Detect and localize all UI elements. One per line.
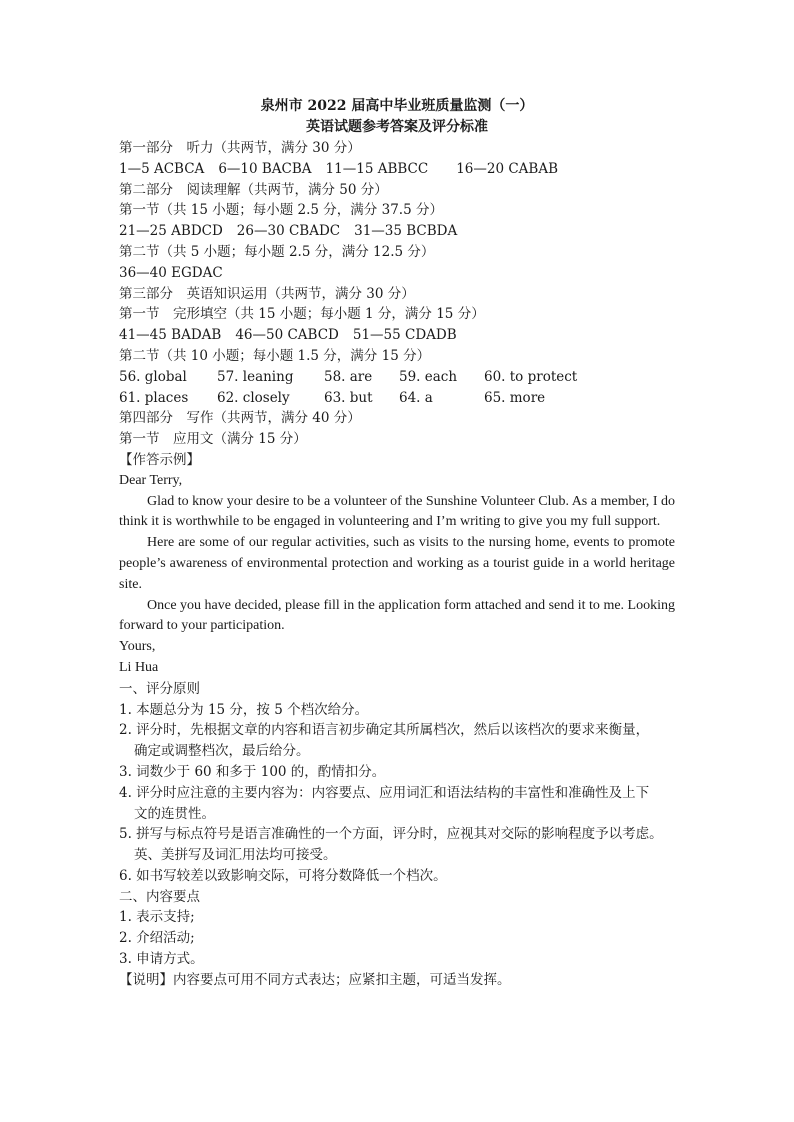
part2-section1-answers	[119, 221, 675, 242]
fill-answer: 65. more	[484, 389, 546, 406]
letter-paragraph: Once you have decided, please fill in the application form attached and send it to me. Looking forward to your participation.	[119, 597, 675, 634]
document-body	[119, 138, 675, 991]
sample-label: 【作答示例】	[119, 451, 200, 468]
part4-section1-heading: 第一节 应用文（满分 15 分）	[119, 431, 307, 448]
fill-answer: 56. global	[119, 368, 187, 385]
part4-heading: 第四部分 写作（共两节，满分 40 分）	[119, 410, 361, 427]
principle-item: 1. 本题总分为 15 分，按 5 个档次给分。	[119, 701, 369, 718]
letter-greeting: Dear Terry,	[119, 472, 183, 488]
part3-section1-heading: 第一节 完形填空（共 15 小题；每小题 1 分，满分 15 分）	[119, 306, 485, 323]
principle-item-continued: 英、美拼写及词汇用法均可接受。	[134, 847, 337, 864]
answer-group: 51—55 CDADB	[352, 327, 457, 344]
answer-group: 1—5 ACBCA	[119, 160, 205, 177]
principle-item: 6. 如书写较差以致影响交际，可将分数降低一个档次。	[119, 867, 447, 884]
part2-section2-answers: 36—40 EGDAC	[119, 264, 223, 281]
fill-answers-row	[119, 367, 675, 388]
principle-item: 5. 拼写与标点符号是语言准确性的一个方面，评分时，应视其对交际的影响程度予以考虑。	[119, 826, 663, 843]
letter-paragraph: Here are some of our regular activities, such as visits to the nursing home, events to promote people’s awareness of environmental protection and working as a tourist guide in a world heritage site.	[119, 535, 675, 592]
part3-section1-answers	[119, 325, 675, 346]
part2-section2-heading: 第二节（共 5 小题；每小题 2.5 分，满分 12.5 分）	[119, 243, 435, 260]
part2-section1-heading: 第一节（共 15 小题；每小题 2.5 分，满分 37.5 分）	[119, 202, 443, 219]
document-title: 泉州市 2022 届高中毕业班质量监测（一）	[260, 98, 534, 114]
principles-heading: 一、评分原则	[119, 680, 200, 697]
part1-answers	[119, 159, 675, 180]
fill-answer: 64. a	[399, 389, 433, 406]
answer-group: 21—25 ABDCD	[119, 223, 223, 240]
answer-group: 11—15 ABBCC	[325, 160, 429, 177]
fill-answer: 59. each	[399, 368, 458, 385]
fill-answer: 62. closely	[217, 389, 290, 406]
principle-item: 3. 词数少于 60 和多于 100 的，酌情扣分。	[119, 763, 386, 780]
points-heading: 二、内容要点	[119, 888, 200, 905]
content-point: 3. 申请方式。	[119, 951, 204, 968]
letter-signature: Li Hua	[119, 659, 159, 675]
fill-answer: 63. but	[324, 389, 373, 406]
principle-item: 4. 评分时应注意的主要内容为：内容要点、应用词汇和语法结构的丰富性和准确性及上下	[119, 784, 650, 801]
principle-item-continued: 文的连贯性。	[134, 805, 215, 822]
part1-heading: 第一部分 听力（共两节，满分 30 分）	[119, 140, 361, 156]
answer-group: 26—30 CBADC	[236, 223, 341, 240]
answer-group: 41—45 BADAB	[119, 327, 222, 344]
fill-answers-row	[119, 388, 675, 409]
principle-item-continued: 确定或调整档次，最后给分。	[134, 743, 310, 760]
content-point: 2. 介绍活动;	[119, 930, 195, 947]
fill-answer: 61. places	[119, 389, 189, 406]
points-note: 【说明】内容要点可用不同方式表达；应紧扣主题，可适当发挥。	[119, 971, 511, 988]
fill-answer: 60. to protect	[484, 368, 578, 385]
principle-item: 2. 评分时，先根据文章的内容和语言初步确定其所属档次，然后以该档次的要求来衡量，	[119, 722, 650, 739]
answer-group: 46—50 CABCD	[235, 327, 339, 344]
part3-section2-heading: 第二节（共 10 小题；每小题 1.5 分，满分 15 分）	[119, 347, 431, 364]
document-subtitle: 英语试题参考答案及评分标准	[306, 119, 488, 135]
letter-closing: Yours,	[119, 639, 156, 655]
answer-group: 6—10 BACBA	[218, 160, 312, 177]
fill-answer: 58. are	[324, 368, 373, 385]
part2-heading: 第二部分 阅读理解（共两节，满分 50 分）	[119, 181, 388, 198]
answer-group: 16—20 CABAB	[456, 160, 559, 177]
content-point: 1. 表示支持;	[119, 909, 195, 926]
fill-answer: 57. leaning	[217, 368, 294, 385]
letter-paragraph: Glad to know your desire to be a volunteer of the Sunshine Volunteer Club. As a member, I do think it is worthwhile to be engaged in volunteering and I’m writing to give you my full support.	[119, 493, 675, 530]
part3-heading: 第三部分 英语知识运用（共两节，满分 30 分）	[119, 285, 415, 302]
answer-group: 31—35 BCBDA	[354, 223, 458, 240]
